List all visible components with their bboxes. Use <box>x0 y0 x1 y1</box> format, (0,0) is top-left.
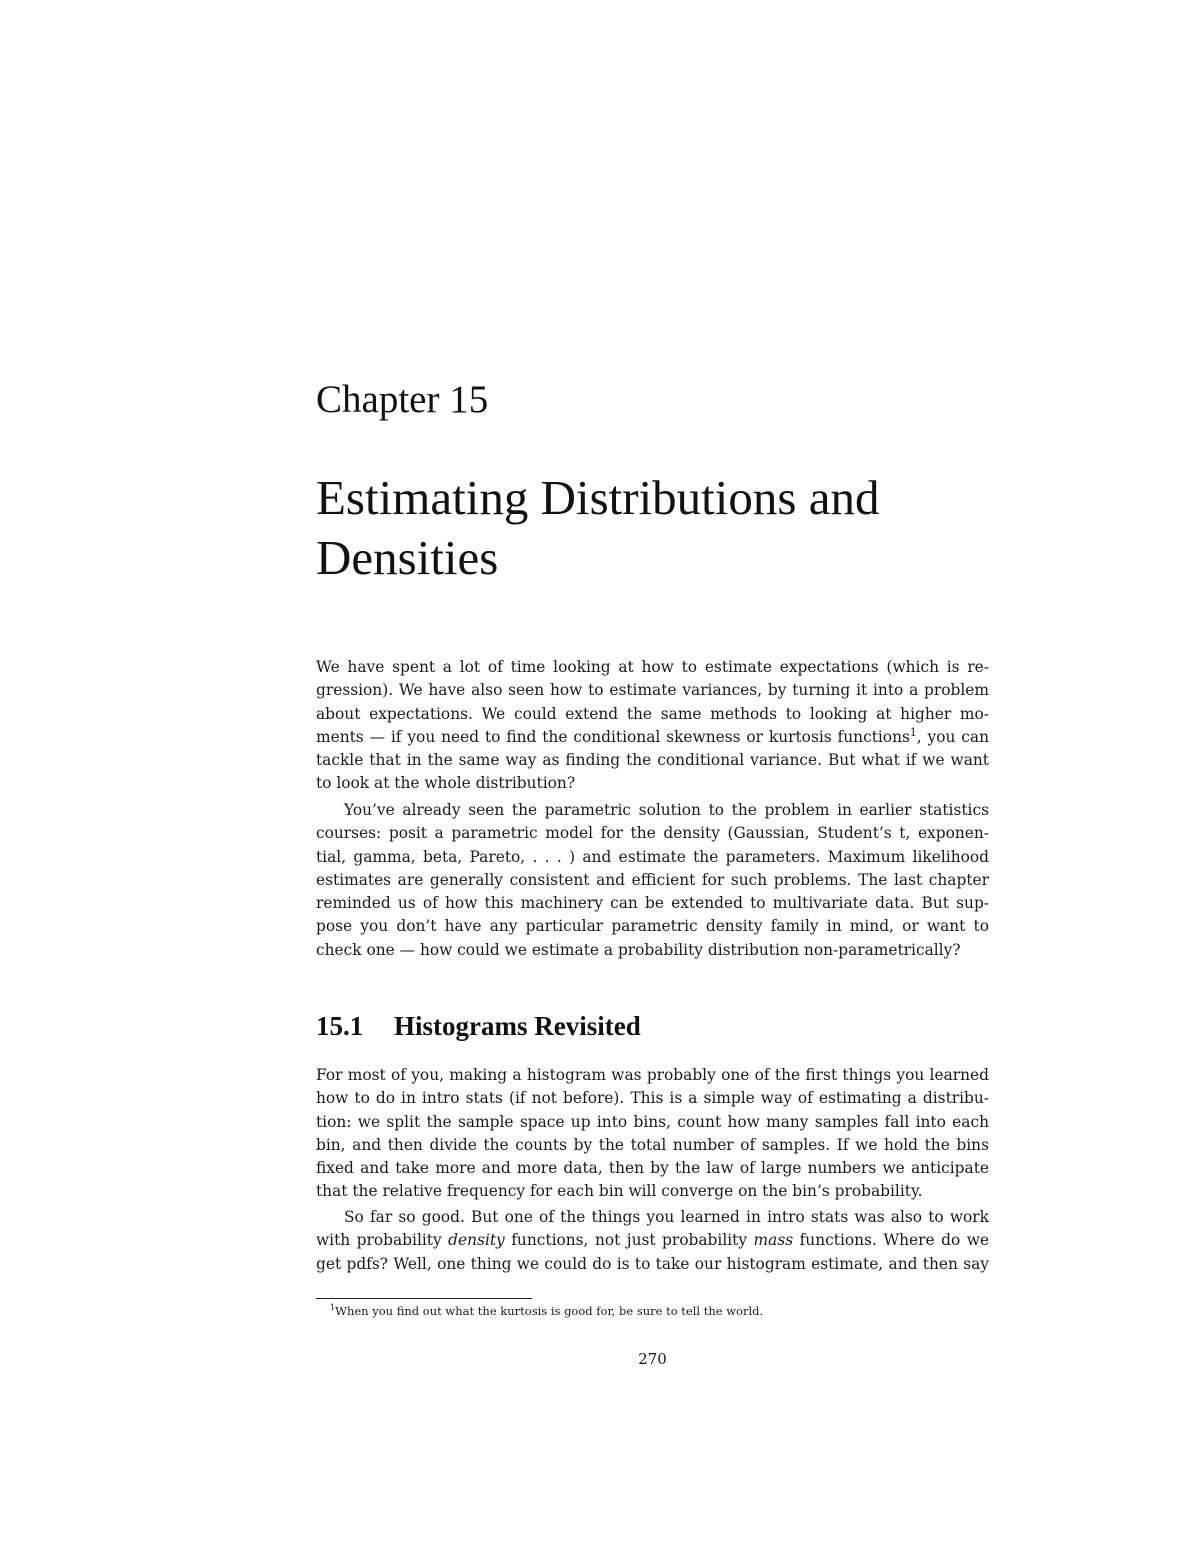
text-line: fixed and take more and more data, then by the law of large numbers we anticipate <box>316 1159 989 1178</box>
text-line: how to do in intro stats (if not before). This is a simple way of estimating a distribu- <box>316 1089 989 1108</box>
intro-paragraph-2 <box>316 799 989 962</box>
text-line: We have spent a lot of time looking at how to estimate expectations (which is re- <box>316 658 989 676</box>
text-line: that the relative frequency for each bin will converge on the bin’s probability. <box>316 1182 923 1201</box>
text-line: tial, gamma, beta, Pareto, . . . ) and estimate the parameters. Maximum likelihood <box>316 847 989 866</box>
section-heading <box>316 1008 641 1044</box>
text-line: gression). We have also seen how to estimate variances, by turning it into a problem <box>316 681 989 700</box>
intro-paragraph-1 <box>316 656 989 796</box>
text-line: You’ve already seen the parametric solution to the problem in earlier statistics <box>344 801 989 819</box>
footnote-text: When you find out what the kurtosis is good for, be sure to tell the world. <box>335 1304 764 1318</box>
text-line: about expectations. We could extend the same methods to looking at higher mo- <box>316 704 989 723</box>
text-line: pose you don’t have any particular parametric density family in mind, or want to <box>316 917 989 936</box>
chapter-title-line-1: Estimating Distributions and <box>316 470 880 525</box>
chapter-title-line-2: Densities <box>316 530 499 585</box>
page-number: 270 <box>638 1350 667 1368</box>
section-paragraph-2 <box>316 1206 989 1276</box>
footnote-rule <box>316 1298 532 1299</box>
text-line: For most of you, making a histogram was probably one of the first things you learned <box>316 1066 989 1084</box>
text-line-with-footnote: ments — if you need to find the conditional skewness or kurtosis functions$^1$, you can <box>316 725 989 746</box>
text-line: bin, and then divide the counts by the total number of samples. If we hold the bins <box>316 1135 989 1154</box>
text-line: check one — how could we estimate a probability distribution non-parametrically? <box>316 940 961 959</box>
section-paragraph-1 <box>316 1064 989 1204</box>
text-line: tackle that in the same way as finding the conditional variance. But what if we want <box>316 751 989 770</box>
footnote <box>330 1302 763 1320</box>
text-line: estimates are generally consistent and efficient for such problems. The last chapter <box>316 870 989 889</box>
text-line: So far so good. But one of the things you learned in intro stats was also to work <box>344 1208 989 1226</box>
section-number: 15.1 <box>316 1011 364 1041</box>
chapter-title <box>316 468 1016 588</box>
text-line: with probability density functions, not just probability mass functions. Where do we <box>316 1231 989 1250</box>
footnote-number: 1 <box>330 1303 336 1313</box>
text-line: get pdfs? Well, one thing we could do is to take our histogram estimate, and then say <box>316 1254 989 1273</box>
text-line: to look at the whole distribution? <box>316 774 576 793</box>
text-line: courses: posit a parametric model for the density (Gaussian, Student’s t, exponen- <box>316 824 989 843</box>
text-line: tion: we split the sample space up into bins, count how many samples fall into each <box>316 1112 989 1131</box>
footnote-mark[interactable]: 1 <box>909 725 917 739</box>
section-title: Histograms Revisited <box>394 1011 641 1041</box>
text-line: reminded us of how this machinery can be extended to multivariate data. But sup- <box>316 894 989 913</box>
chapter-label: Chapter 15 <box>316 378 489 421</box>
